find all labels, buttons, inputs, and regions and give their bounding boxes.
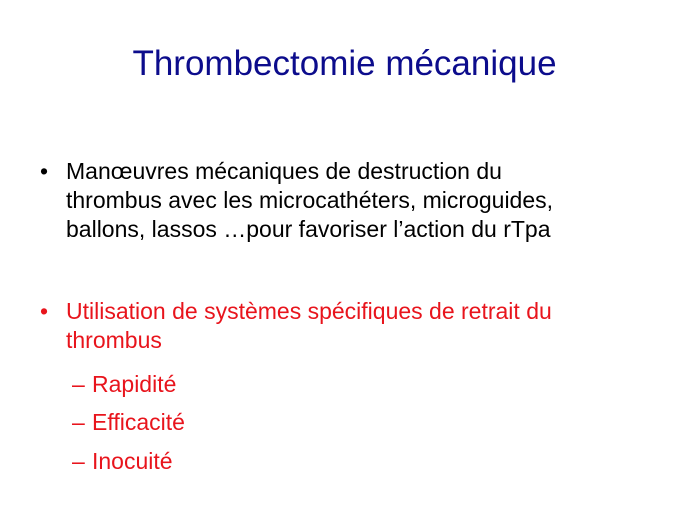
bullet-line: ballons, lassos …pour favoriser l’action du rTpa <box>66 216 551 242</box>
bullet-text <box>66 297 552 355</box>
bullet-line: Manœuvres mécaniques de destruction du <box>66 158 502 184</box>
sub-bullet-text: Rapidité <box>92 371 177 397</box>
bullet-line: thrombus <box>66 327 162 353</box>
bullet-line: Utilisation de systèmes spécifiques de retrait du <box>66 298 552 324</box>
sub-bullet-dash: – <box>72 409 85 435</box>
bullet-text <box>66 157 553 244</box>
sub-bullet-text: Efficacité <box>92 409 185 435</box>
bullet-line: thrombus avec les microcathéters, microguides, <box>66 187 554 213</box>
bullet-item-1 <box>40 157 660 247</box>
bullet-dot: • <box>40 158 49 184</box>
slide-title: Thrombectomie mécanique <box>132 44 557 83</box>
bullet-dot: • <box>40 298 49 324</box>
bullet-item-2 <box>40 297 660 357</box>
sub-bullet-efficacite <box>72 408 185 437</box>
sub-bullet-dash: – <box>72 371 85 397</box>
sub-bullet-dash: – <box>72 448 85 474</box>
sub-bullet-text: Inocuité <box>92 448 173 474</box>
sub-bullet-rapidite <box>72 370 176 399</box>
sub-bullet-inocuite <box>72 447 173 476</box>
